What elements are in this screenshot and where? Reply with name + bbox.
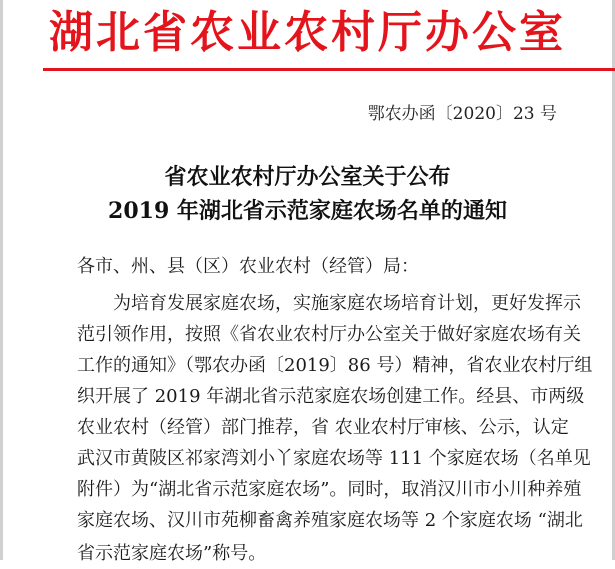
body-line: 为培育发展家庭农场，实施家庭农场培育计划，更好发挥示 xyxy=(113,293,581,314)
document-title-line-2: 2019 年湖北省示范家庭农场名单的通知 xyxy=(108,198,507,224)
body-line: 附件）为“湖北省示范家庭农场”。同时，取消汉川市小川种养殖 xyxy=(77,479,582,500)
body-line: 武汉市黄陂区祁家湾刘小丫家庭农场等 111 个家庭农场（名单见 xyxy=(77,448,591,469)
page-left-edge xyxy=(0,0,3,560)
document-number: 鄂农办函〔2020〕23 号 xyxy=(367,104,557,124)
document-title-line-1: 省农业农村厅办公室关于公布 xyxy=(164,164,451,190)
addressee-line: 各市、州、县（区）农业农村（经管）局： xyxy=(77,256,419,277)
body-line: 范引领作用，按照《省农业农村厅办公室关于做好家庭农场有关 xyxy=(77,324,581,345)
body-line: 织开展了 2019 年湖北省示范家庭农场创建工作。经县、市两级 xyxy=(77,386,585,407)
document-title xyxy=(0,160,615,228)
body-line: 省示范家庭农场”称号。 xyxy=(77,543,267,564)
body-paragraph xyxy=(77,288,593,569)
org-header-title: 湖北省农业农村厅办公室 xyxy=(49,7,566,58)
body-line: 家庭农场、汉川市苑柳畜禽养殖家庭农场等 2 个家庭农场 “湖北 xyxy=(77,510,583,531)
body-line: 工作的通知》（鄂农办函〔2019〕86 号）精神，省农业农村厅组 xyxy=(77,355,593,376)
body-line: 农业农村（经管）部门推荐，省 农业农村厅审核、公示，认定 xyxy=(77,417,569,438)
header-red-rule xyxy=(43,68,615,71)
